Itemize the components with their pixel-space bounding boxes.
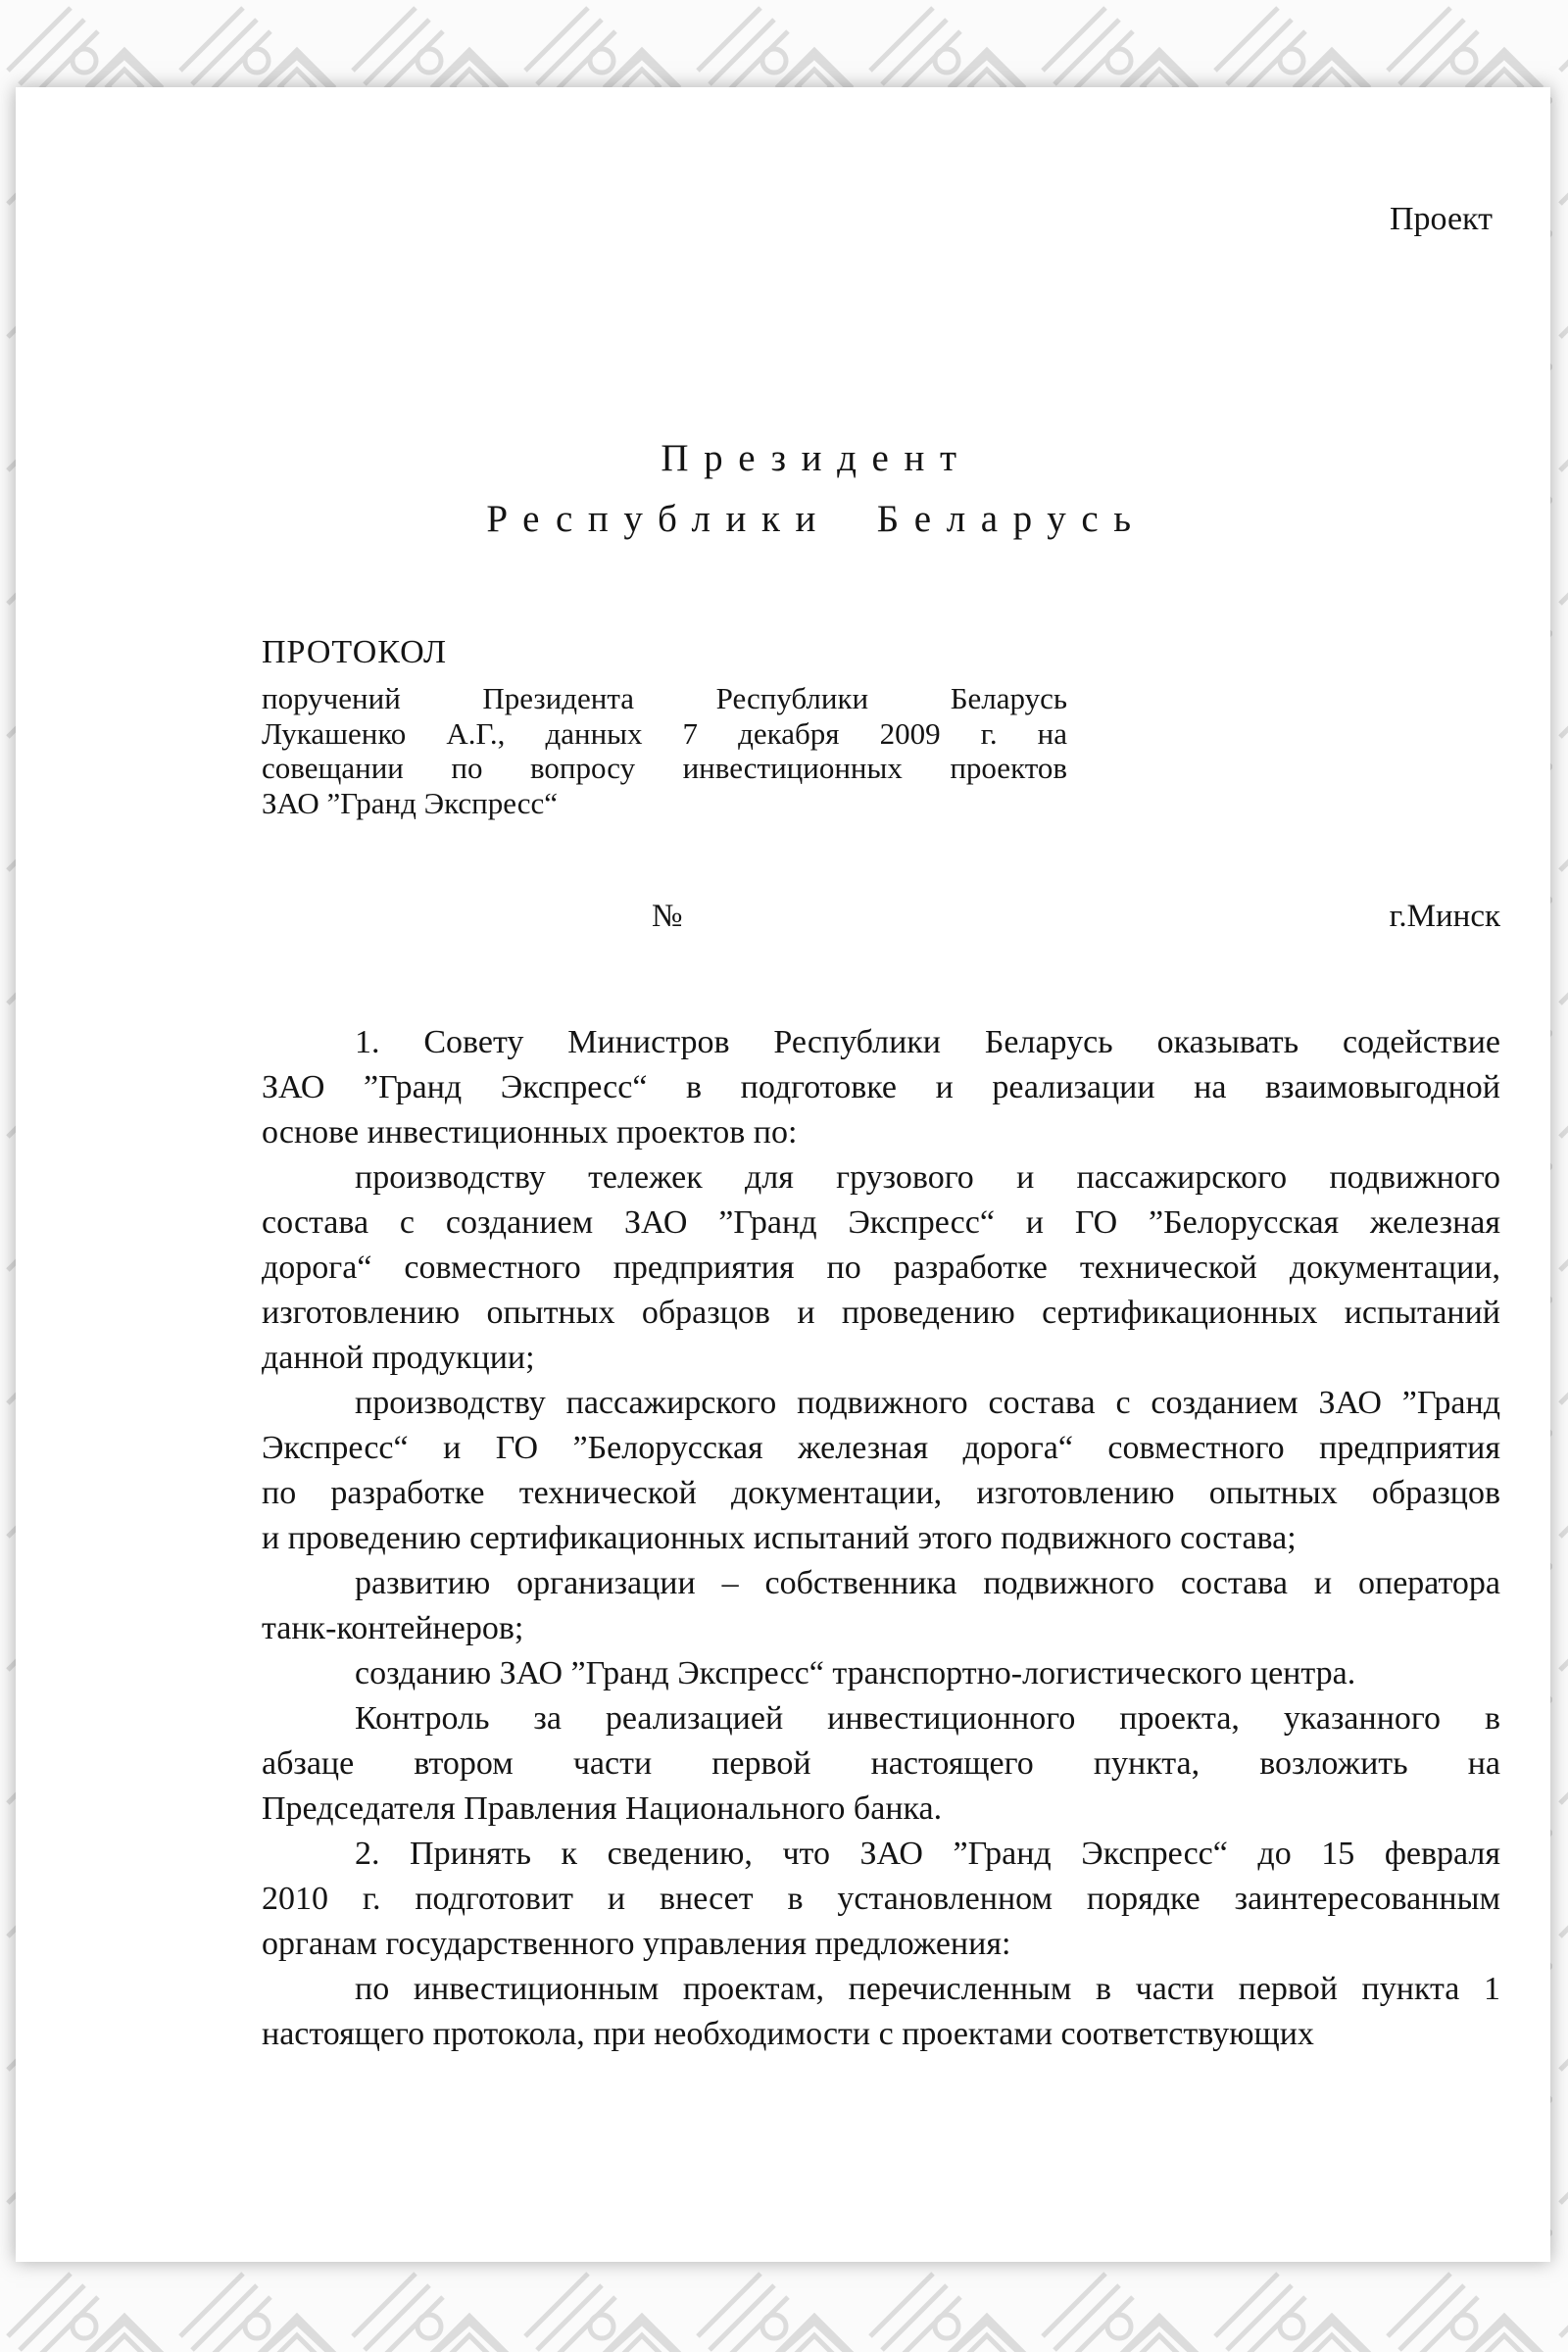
protocol-description	[262, 681, 1067, 820]
body-line: Лукашенко А.Г., данных 7 декабря 2009 г. на	[262, 715, 1067, 751]
draft-label: Проект	[1390, 201, 1493, 237]
body-line: совещании по вопросу инвестиционных проектов	[262, 751, 1067, 785]
body-line: настоящего протокола, при необходимости с проектами соответствующих	[262, 2016, 1314, 2052]
body-line: по инвестиционным проектам, перечисленным в части первой пункта 1	[355, 1971, 1500, 2007]
body-line: по разработке технической документации, изготовлению опытных образцов	[262, 1475, 1500, 1511]
body-line: ЗАО ”Гранд Экспресс“	[262, 785, 559, 820]
body-line: Председателя Правления Национального банка.	[262, 1790, 943, 1827]
letterhead-line2: Республики Беларусь	[486, 498, 1147, 540]
body-line: дорога“ совместного предприятия по разработке технической документации,	[262, 1250, 1500, 1286]
protocol-title: ПРОТОКОЛ	[262, 634, 448, 670]
number-symbol: №	[652, 899, 683, 934]
letterhead-line1: Президент	[661, 437, 972, 479]
body-line: Экспресс“ и ГО ”Белорусская железная дорога“ совместного предприятия	[262, 1430, 1500, 1466]
body-line: органам государственного управления предложения:	[262, 1926, 1011, 1962]
body-line: 2010 г. подготовит и внесет в установленном порядке заинтересованным	[262, 1881, 1500, 1917]
body-line: танк-контейнеров;	[262, 1610, 524, 1646]
body-line: развитию организации – собственника подвижного состава и оператора	[355, 1565, 1500, 1601]
body-line: производству пассажирского подвижного состава с созданием ЗАО ”Гранд	[355, 1385, 1500, 1421]
body-line: производству тележек для грузового и пассажирского подвижного	[355, 1159, 1500, 1196]
body-line: ЗАО ”Гранд Экспресс“ в подготовке и реализации на взаимовыгодной	[262, 1069, 1500, 1105]
number-city-row	[262, 897, 1500, 936]
body-line: поручений Президента Республики Беларусь	[262, 681, 1067, 715]
document-page	[16, 87, 1550, 2262]
document-body	[262, 1020, 1500, 2057]
body-line: основе инвестиционных проектов по:	[262, 1114, 798, 1151]
body-line: Контроль за реализацией инвестиционного проекта, указанного в	[355, 1700, 1500, 1737]
body-line: абзаце втором части первой настоящего пункта, возложить на	[262, 1745, 1500, 1782]
body-line: 2. Принять к сведению, что ЗАО ”Гранд Экспресс“ до 15 февраля	[355, 1836, 1500, 1872]
body-line: изготовлению опытных образцов и проведению сертификационных испытаний	[262, 1295, 1500, 1331]
body-line: 1. Совету Министров Республики Беларусь оказывать содействие	[355, 1024, 1500, 1060]
city-label: г.Минск	[1389, 899, 1500, 934]
body-line: и проведению сертификационных испытаний этого подвижного состава;	[262, 1520, 1297, 1556]
letterhead	[262, 428, 1371, 550]
document-content	[262, 87, 1500, 2262]
body-line: данной продукции;	[262, 1340, 535, 1376]
body-line: созданию ЗАО ”Гранд Экспресс“ транспортно-логистического центра.	[355, 1655, 1356, 1691]
body-line: состава с созданием ЗАО ”Гранд Экспресс“ и ГО ”Белорусская железная	[262, 1204, 1500, 1241]
